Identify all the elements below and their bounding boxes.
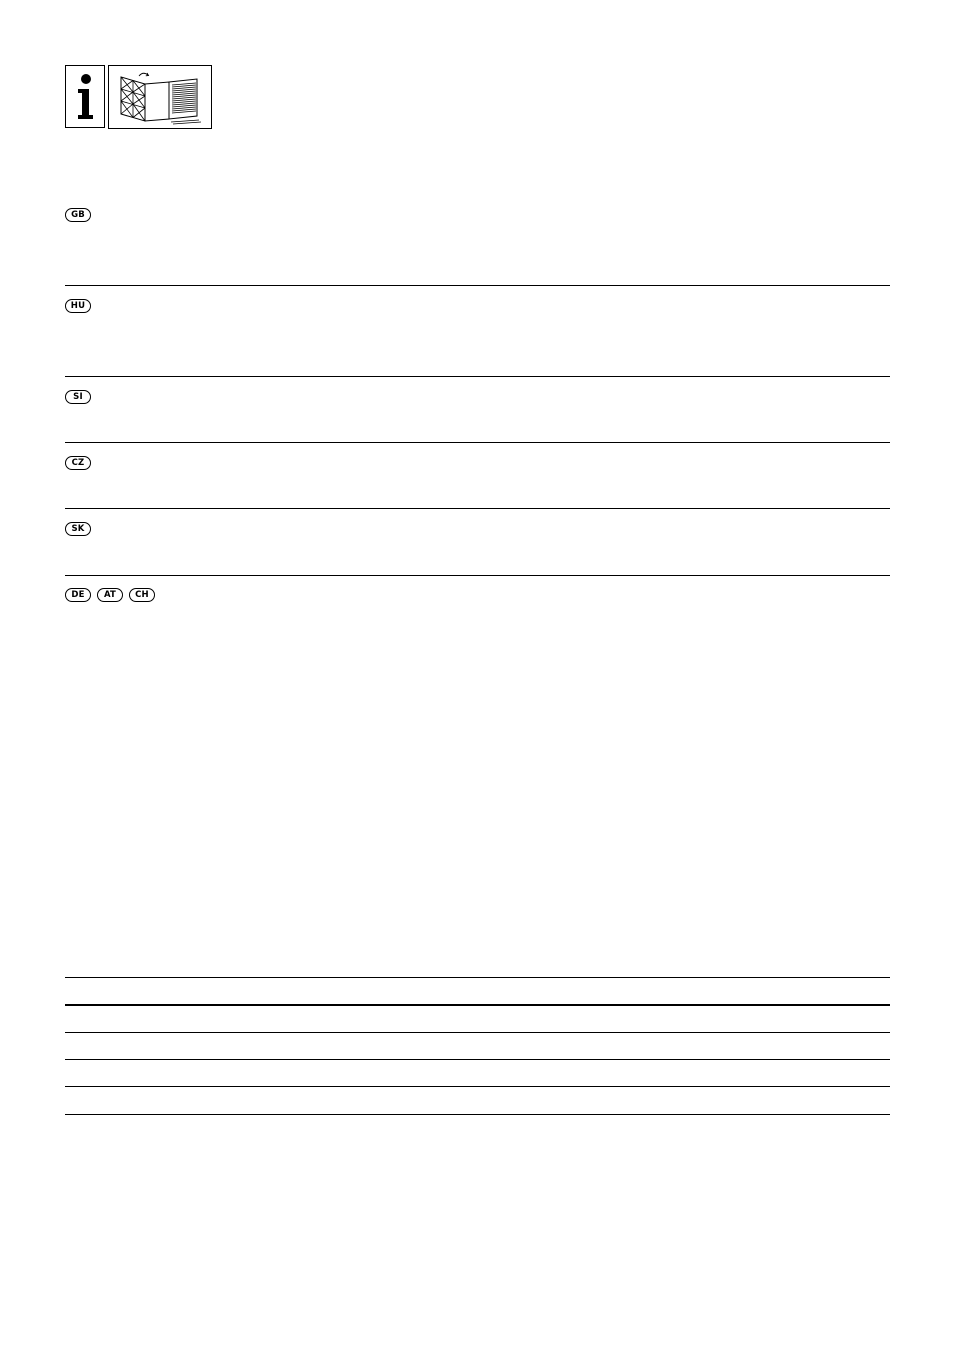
country-badge: CZ (65, 456, 91, 470)
country-badge: GB (65, 208, 91, 222)
table-rule (65, 1059, 890, 1060)
table-rule (65, 1114, 890, 1115)
section-divider (65, 442, 890, 443)
section-divider (65, 285, 890, 286)
info-icon (65, 65, 105, 128)
language-badges-si (65, 390, 91, 404)
language-badges-de-at-ch (65, 588, 155, 602)
table-rule (65, 1004, 890, 1006)
table-rule (65, 977, 890, 978)
country-badge: SI (65, 390, 91, 404)
country-badge: CH (129, 588, 155, 602)
section-divider (65, 508, 890, 509)
section-divider (65, 376, 890, 377)
country-badge: AT (97, 588, 123, 602)
fold-out-booklet-icon (108, 65, 212, 129)
country-badge: DE (65, 588, 91, 602)
language-badges-gb (65, 208, 91, 222)
table-rule (65, 1086, 890, 1087)
country-badge: HU (65, 299, 91, 313)
language-badges-cz (65, 456, 91, 470)
section-divider (65, 575, 890, 576)
country-badge: SK (65, 522, 91, 536)
table-rule (65, 1032, 890, 1033)
language-badges-sk (65, 522, 91, 536)
language-badges-hu (65, 299, 91, 313)
